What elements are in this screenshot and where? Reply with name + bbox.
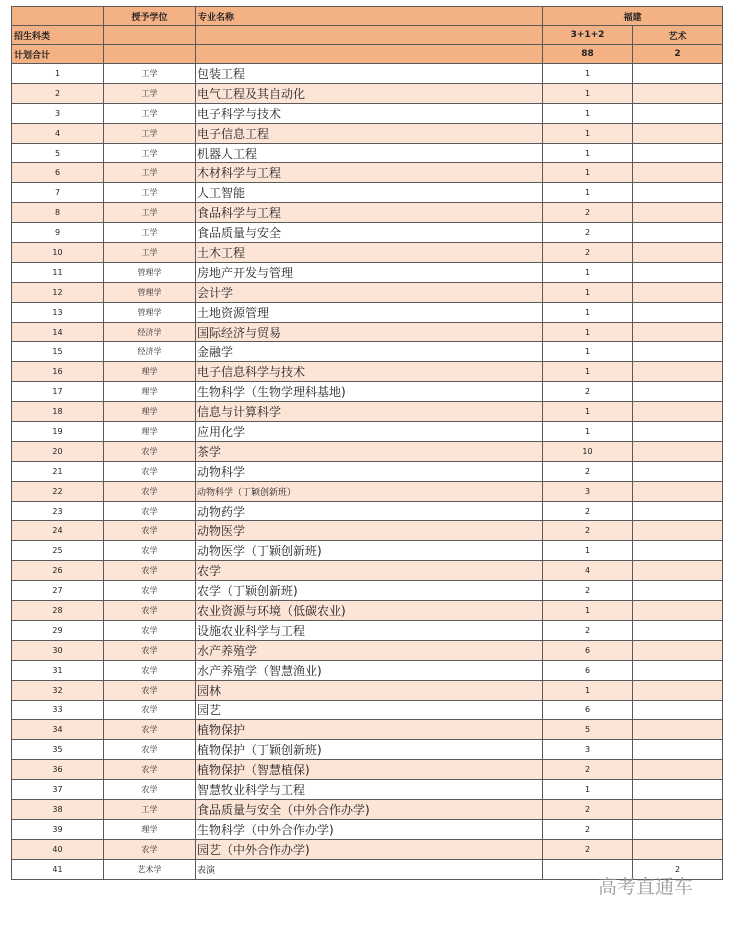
row-quota-art — [633, 461, 723, 481]
table-row — [12, 839, 723, 859]
row-major: 食品质量与安全 — [196, 223, 543, 243]
row-major: 土木工程 — [196, 243, 543, 263]
row-quota-art — [633, 302, 723, 322]
row-number: 7 — [12, 183, 104, 203]
row-major: 电子信息科学与技术 — [196, 362, 543, 382]
table-row — [12, 83, 723, 103]
table-row — [12, 481, 723, 501]
total-label: 计划合计 — [12, 45, 104, 64]
row-major: 应用化学 — [196, 422, 543, 442]
row-quota-art — [633, 819, 723, 839]
row-major: 植物保护（智慧植保) — [196, 760, 543, 780]
row-quota-art — [633, 780, 723, 800]
row-degree: 理学 — [104, 422, 196, 442]
row-major: 电子科学与技术 — [196, 103, 543, 123]
table-row — [12, 521, 723, 541]
table-row — [12, 223, 723, 243]
row-number: 17 — [12, 382, 104, 402]
row-quota-311: 5 — [543, 720, 633, 740]
row-major: 房地产开发与管理 — [196, 262, 543, 282]
table-row — [12, 402, 723, 422]
row-degree: 理学 — [104, 402, 196, 422]
row-quota-311: 2 — [543, 521, 633, 541]
row-quota-311: 1 — [543, 780, 633, 800]
row-quota-art — [633, 342, 723, 362]
row-number: 1 — [12, 64, 104, 84]
table-row — [12, 601, 723, 621]
total-row — [12, 45, 723, 64]
row-major: 机器人工程 — [196, 143, 543, 163]
table-row — [12, 799, 723, 819]
row-major: 人工智能 — [196, 183, 543, 203]
table-row — [12, 680, 723, 700]
row-quota-art — [633, 83, 723, 103]
table-row — [12, 620, 723, 640]
row-degree: 理学 — [104, 382, 196, 402]
row-quota-311: 2 — [543, 581, 633, 601]
row-degree: 农学 — [104, 601, 196, 621]
table-row — [12, 322, 723, 342]
table-row — [12, 819, 723, 839]
row-degree: 工学 — [104, 203, 196, 223]
row-quota-art — [633, 64, 723, 84]
category-art: 艺术 — [633, 26, 723, 45]
row-degree: 工学 — [104, 163, 196, 183]
row-number: 30 — [12, 640, 104, 660]
row-quota-311: 1 — [543, 680, 633, 700]
category-label: 招生科类 — [12, 26, 104, 45]
row-quota-art — [633, 601, 723, 621]
row-quota-311: 2 — [543, 819, 633, 839]
table-row — [12, 441, 723, 461]
row-quota-art — [633, 581, 723, 601]
row-number: 6 — [12, 163, 104, 183]
row-number: 4 — [12, 123, 104, 143]
row-degree: 农学 — [104, 461, 196, 481]
row-quota-311: 1 — [543, 143, 633, 163]
row-number: 26 — [12, 561, 104, 581]
row-major: 木材科学与工程 — [196, 163, 543, 183]
row-number: 23 — [12, 501, 104, 521]
row-quota-art — [633, 282, 723, 302]
row-number: 20 — [12, 441, 104, 461]
row-major: 农业资源与环境（低碳农业) — [196, 601, 543, 621]
table-row — [12, 561, 723, 581]
row-degree: 农学 — [104, 780, 196, 800]
row-major: 智慧牧业科学与工程 — [196, 780, 543, 800]
row-degree: 农学 — [104, 640, 196, 660]
header-blank — [12, 7, 104, 26]
total-blank-2 — [196, 45, 543, 64]
row-quota-311: 2 — [543, 382, 633, 402]
row-degree: 农学 — [104, 541, 196, 561]
table-row — [12, 700, 723, 720]
row-number: 5 — [12, 143, 104, 163]
row-number: 40 — [12, 839, 104, 859]
row-major: 会计学 — [196, 282, 543, 302]
row-number: 22 — [12, 481, 104, 501]
row-number: 31 — [12, 660, 104, 680]
row-major: 土地资源管理 — [196, 302, 543, 322]
table-row — [12, 640, 723, 660]
row-major: 园林 — [196, 680, 543, 700]
table-row — [12, 501, 723, 521]
row-number: 18 — [12, 402, 104, 422]
row-major: 生物科学（中外合作办学) — [196, 819, 543, 839]
row-number: 37 — [12, 780, 104, 800]
row-degree: 工学 — [104, 83, 196, 103]
row-quota-311: 6 — [543, 700, 633, 720]
row-degree: 农学 — [104, 680, 196, 700]
row-degree: 农学 — [104, 700, 196, 720]
row-quota-311: 2 — [543, 461, 633, 481]
row-major: 动物科学（丁颖创新班） — [196, 481, 543, 501]
row-degree: 工学 — [104, 123, 196, 143]
row-quota-art — [633, 561, 723, 581]
row-quota-311: 1 — [543, 123, 633, 143]
row-quota-art — [633, 441, 723, 461]
row-quota-art — [633, 481, 723, 501]
row-quota-art — [633, 362, 723, 382]
total-art: 2 — [633, 45, 723, 64]
row-degree: 农学 — [104, 740, 196, 760]
table-row — [12, 143, 723, 163]
row-quota-art — [633, 402, 723, 422]
row-quota-311: 1 — [543, 402, 633, 422]
table-row — [12, 461, 723, 481]
table-row — [12, 282, 723, 302]
row-quota-art — [633, 521, 723, 541]
row-quota-311: 1 — [543, 601, 633, 621]
row-degree: 管理学 — [104, 282, 196, 302]
row-degree: 农学 — [104, 839, 196, 859]
table-row — [12, 382, 723, 402]
row-quota-311: 1 — [543, 342, 633, 362]
table-row — [12, 581, 723, 601]
row-quota-311: 1 — [543, 103, 633, 123]
row-major: 植物保护（丁颖创新班) — [196, 740, 543, 760]
row-number: 34 — [12, 720, 104, 740]
row-number: 35 — [12, 740, 104, 760]
row-quota-art — [633, 322, 723, 342]
row-quota-art — [633, 839, 723, 859]
row-quota-art — [633, 640, 723, 660]
enrollment-plan-table — [11, 6, 723, 880]
total-311: 88 — [543, 45, 633, 64]
table-row — [12, 422, 723, 442]
row-number: 9 — [12, 223, 104, 243]
table-row — [12, 64, 723, 84]
row-major: 水产养殖学 — [196, 640, 543, 660]
row-number: 32 — [12, 680, 104, 700]
row-degree: 工学 — [104, 243, 196, 263]
row-number: 27 — [12, 581, 104, 601]
row-quota-311: 2 — [543, 243, 633, 263]
row-quota-311: 2 — [543, 501, 633, 521]
row-major: 包装工程 — [196, 64, 543, 84]
row-degree: 工学 — [104, 103, 196, 123]
row-major: 动物科学 — [196, 461, 543, 481]
table-row — [12, 660, 723, 680]
category-311: 3+1+2 — [543, 26, 633, 45]
row-degree: 管理学 — [104, 302, 196, 322]
row-major: 电子信息工程 — [196, 123, 543, 143]
row-quota-311: 1 — [543, 183, 633, 203]
row-degree: 经济学 — [104, 322, 196, 342]
row-degree: 农学 — [104, 720, 196, 740]
row-quota-311: 1 — [543, 262, 633, 282]
row-quota-311: 1 — [543, 64, 633, 84]
row-quota-art — [633, 243, 723, 263]
table-row — [12, 203, 723, 223]
row-major: 农学（丁颖创新班) — [196, 581, 543, 601]
row-quota-311: 1 — [543, 362, 633, 382]
row-quota-311: 10 — [543, 441, 633, 461]
row-degree: 工学 — [104, 143, 196, 163]
row-major: 信息与计算科学 — [196, 402, 543, 422]
row-degree: 经济学 — [104, 342, 196, 362]
table-row — [12, 243, 723, 263]
row-quota-311: 3 — [543, 481, 633, 501]
table-row — [12, 123, 723, 143]
row-quota-311: 2 — [543, 203, 633, 223]
row-degree: 农学 — [104, 561, 196, 581]
row-major: 动物医学（丁颖创新班) — [196, 541, 543, 561]
row-quota-311: 2 — [543, 760, 633, 780]
row-number: 11 — [12, 262, 104, 282]
row-number: 16 — [12, 362, 104, 382]
row-degree: 艺术学 — [104, 859, 196, 879]
category-blank-1 — [104, 26, 196, 45]
row-major: 水产养殖学（智慧渔业) — [196, 660, 543, 680]
table-row — [12, 780, 723, 800]
row-number: 8 — [12, 203, 104, 223]
row-number: 3 — [12, 103, 104, 123]
row-number: 38 — [12, 799, 104, 819]
row-quota-311: 4 — [543, 561, 633, 581]
row-number: 25 — [12, 541, 104, 561]
row-major: 园艺 — [196, 700, 543, 720]
row-major: 园艺（中外合作办学) — [196, 839, 543, 859]
row-quota-311: 1 — [543, 83, 633, 103]
row-quota-art — [633, 700, 723, 720]
row-number: 12 — [12, 282, 104, 302]
row-number: 19 — [12, 422, 104, 442]
row-major: 植物保护 — [196, 720, 543, 740]
row-quota-311: 2 — [543, 620, 633, 640]
table-row — [12, 163, 723, 183]
row-quota-art — [633, 660, 723, 680]
row-degree: 农学 — [104, 441, 196, 461]
row-quota-311: 6 — [543, 640, 633, 660]
row-degree: 农学 — [104, 481, 196, 501]
row-quota-art — [633, 103, 723, 123]
row-number: 28 — [12, 601, 104, 621]
row-major: 动物医学 — [196, 521, 543, 541]
row-degree: 理学 — [104, 819, 196, 839]
row-degree: 农学 — [104, 620, 196, 640]
row-quota-art — [633, 143, 723, 163]
table-row — [12, 262, 723, 282]
category-blank-2 — [196, 26, 543, 45]
row-quota-art — [633, 501, 723, 521]
row-quota-311: 2 — [543, 839, 633, 859]
row-degree: 农学 — [104, 521, 196, 541]
row-quota-art — [633, 680, 723, 700]
header-major: 专业名称 — [196, 7, 543, 26]
row-degree: 管理学 — [104, 262, 196, 282]
row-degree: 工学 — [104, 799, 196, 819]
row-degree: 工学 — [104, 64, 196, 84]
row-major: 农学 — [196, 561, 543, 581]
row-quota-art — [633, 620, 723, 640]
row-major: 设施农业科学与工程 — [196, 620, 543, 640]
row-quota-art — [633, 382, 723, 402]
table-row — [12, 362, 723, 382]
row-quota-art — [633, 183, 723, 203]
row-quota-art — [633, 123, 723, 143]
table-row — [12, 740, 723, 760]
table-row — [12, 760, 723, 780]
row-number: 36 — [12, 760, 104, 780]
watermark: 高考直通车 — [598, 876, 694, 898]
row-quota-art — [633, 163, 723, 183]
row-number: 15 — [12, 342, 104, 362]
row-major: 电气工程及其自动化 — [196, 83, 543, 103]
row-degree: 工学 — [104, 223, 196, 243]
row-quota-art — [633, 262, 723, 282]
row-major: 食品科学与工程 — [196, 203, 543, 223]
table-row — [12, 541, 723, 561]
row-quota-311: 1 — [543, 302, 633, 322]
row-quota-311: 2 — [543, 799, 633, 819]
row-quota-art — [633, 720, 723, 740]
row-quota-art — [633, 422, 723, 442]
row-quota-311: 1 — [543, 322, 633, 342]
category-row — [12, 26, 723, 45]
row-major: 食品质量与安全（中外合作办学) — [196, 799, 543, 819]
row-degree: 农学 — [104, 501, 196, 521]
row-number: 21 — [12, 461, 104, 481]
row-number: 24 — [12, 521, 104, 541]
table-row — [12, 720, 723, 740]
header-province: 福建 — [543, 7, 723, 26]
row-quota-art — [633, 203, 723, 223]
row-quota-311: 6 — [543, 660, 633, 680]
row-number: 13 — [12, 302, 104, 322]
row-quota-311: 2 — [543, 223, 633, 243]
row-quota-311: 3 — [543, 740, 633, 760]
row-number: 39 — [12, 819, 104, 839]
row-major: 国际经济与贸易 — [196, 322, 543, 342]
table-row — [12, 183, 723, 203]
header-row — [12, 7, 723, 26]
row-quota-art — [633, 760, 723, 780]
row-number: 29 — [12, 620, 104, 640]
row-quota-art — [633, 740, 723, 760]
row-major: 动物药学 — [196, 501, 543, 521]
row-quota-311: 1 — [543, 422, 633, 442]
row-degree: 工学 — [104, 183, 196, 203]
row-number: 10 — [12, 243, 104, 263]
row-major: 表演 — [196, 859, 543, 879]
total-blank-1 — [104, 45, 196, 64]
table-row — [12, 302, 723, 322]
row-quota-art: 2 — [633, 859, 723, 879]
row-quota-art — [633, 541, 723, 561]
row-quota-311: 1 — [543, 163, 633, 183]
header-degree: 授予学位 — [104, 7, 196, 26]
row-quota-art — [633, 223, 723, 243]
row-number: 33 — [12, 700, 104, 720]
table-row — [12, 103, 723, 123]
row-degree: 农学 — [104, 660, 196, 680]
row-quota-311: 1 — [543, 282, 633, 302]
row-major: 生物科学（生物学理科基地) — [196, 382, 543, 402]
row-number: 41 — [12, 859, 104, 879]
row-quota-311: 1 — [543, 541, 633, 561]
row-degree: 农学 — [104, 760, 196, 780]
row-degree: 理学 — [104, 362, 196, 382]
row-number: 2 — [12, 83, 104, 103]
row-major: 金融学 — [196, 342, 543, 362]
row-number: 14 — [12, 322, 104, 342]
row-major: 茶学 — [196, 441, 543, 461]
row-degree: 农学 — [104, 581, 196, 601]
row-quota-art — [633, 799, 723, 819]
table-row — [12, 342, 723, 362]
